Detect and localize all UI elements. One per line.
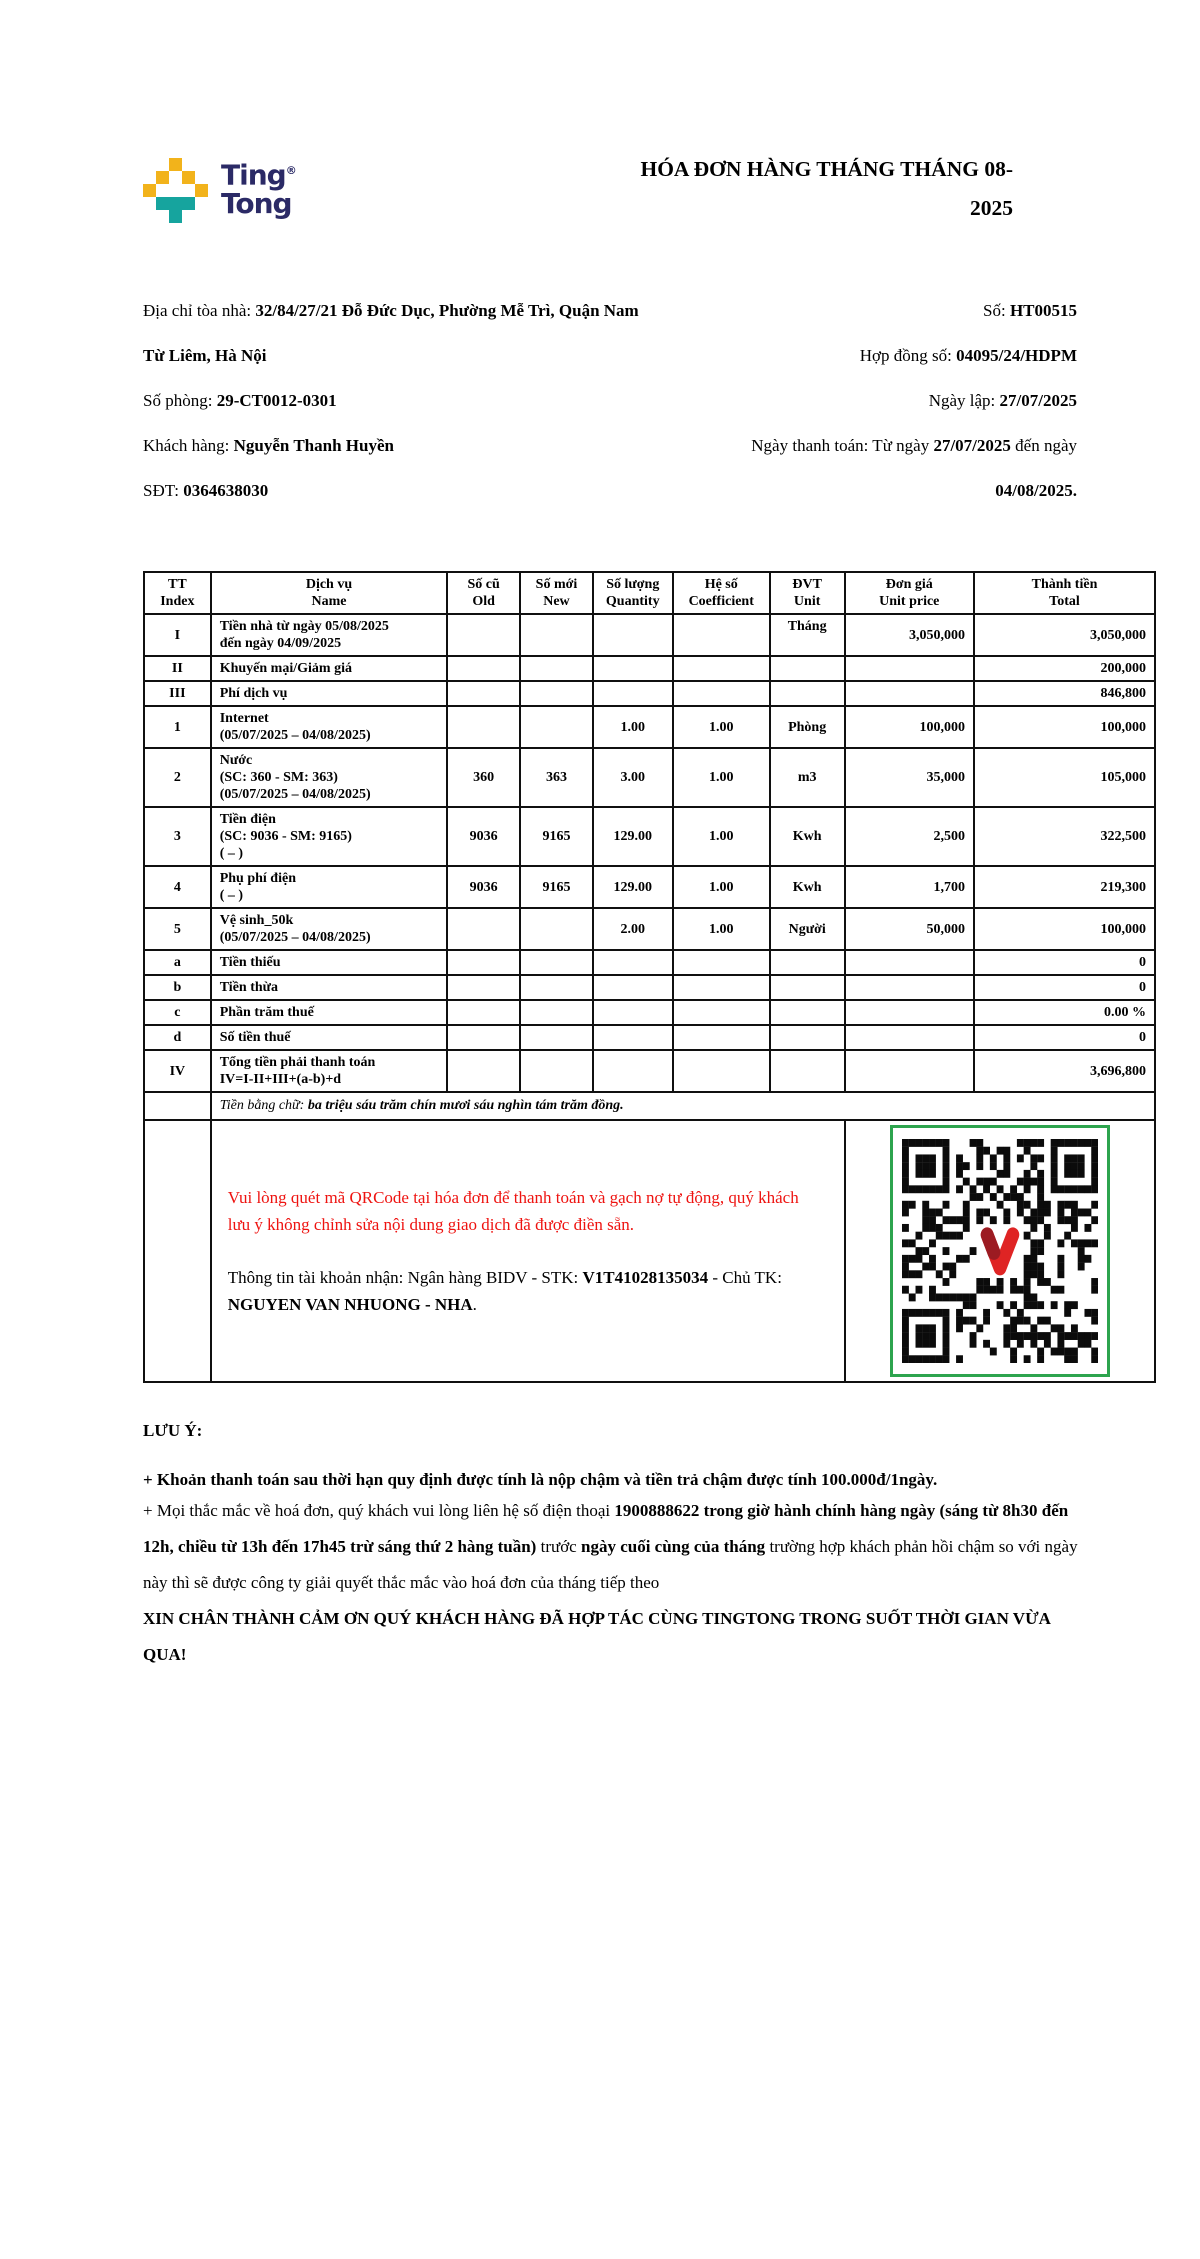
service-name-line: IV=I-II+III+(a-b)+d — [219, 1072, 342, 1087]
cell-idx: 2 — [144, 748, 211, 807]
cell-total: 200,000 — [974, 656, 1155, 681]
info-line — [677, 423, 1077, 513]
cell-price — [845, 975, 974, 1000]
cell-name — [211, 681, 448, 706]
cell-name — [211, 908, 448, 950]
cell-unit — [770, 681, 845, 706]
text-part: đến ngày — [1010, 436, 1077, 455]
service-name-line: (05/07/2025 – 04/08/2025) — [219, 930, 371, 945]
cell-old — [447, 975, 520, 1000]
invoice-title-line2: 2025 — [970, 196, 1013, 220]
column-header-vi: Dịch vụ — [305, 577, 353, 592]
column-header — [974, 572, 1155, 614]
cell-unit: Kwh — [770, 866, 845, 908]
table-row — [144, 866, 1155, 908]
qr-code-frame — [890, 1125, 1110, 1377]
service-name-line: Phí dịch vụ — [219, 686, 288, 701]
cell-new — [520, 614, 593, 656]
cell-idx: 3 — [144, 807, 211, 866]
logo-pixel — [156, 171, 169, 184]
text-part: trường hợp khách phản hồi chậm so với ngày này thì sẽ được công ty giải quyết thắc mắc vào hoá đơn của tháng tiếp theo — [143, 1537, 1078, 1592]
header — [143, 150, 1156, 228]
customer-info — [143, 288, 648, 513]
bold-value: NGUYEN VAN NHUONG - NHA — [227, 1295, 473, 1314]
cell-price — [845, 1050, 974, 1092]
info-line — [143, 423, 648, 468]
cell-price: 2,500 — [845, 807, 974, 866]
cell-price: 50,000 — [845, 908, 974, 950]
cell-qty: 2.00 — [593, 908, 673, 950]
cell-qty: 1.00 — [593, 706, 673, 748]
column-header — [144, 572, 211, 614]
cell-name — [211, 975, 448, 1000]
cell-total: 322,500 — [974, 807, 1155, 866]
invoice-title — [563, 150, 1013, 228]
cell-coeff: 1.00 — [673, 908, 770, 950]
invoice-meta — [677, 288, 1077, 513]
cell-total: 105,000 — [974, 748, 1155, 807]
cell-qty — [593, 656, 673, 681]
info-line — [677, 378, 1077, 423]
column-header — [845, 572, 974, 614]
bold-value: 04095/24/HDPM — [956, 346, 1077, 365]
service-name-line: Nước — [219, 753, 253, 768]
bold-value: Nguyễn Thanh Huyền — [233, 436, 394, 455]
cell-new — [520, 1000, 593, 1025]
cell-old — [447, 908, 520, 950]
cell-total: 0.00 % — [974, 1000, 1155, 1025]
table-row — [144, 1050, 1155, 1092]
column-header-en: Name — [311, 594, 347, 609]
service-name-line: (05/07/2025 – 04/08/2025) — [219, 728, 371, 743]
cell-coeff — [673, 614, 770, 656]
service-name-line: Phụ phí điện — [219, 871, 296, 886]
cell-price: 1,700 — [845, 866, 974, 908]
qr-scan-instruction: Vui lòng quét mã QRCode tại hóa đơn để thanh toán và gạch nợ tự động, quý khách lưu ý không chỉnh sửa nội dung giao dịch đã được điền sẵn. — [227, 1188, 799, 1234]
cell-qty — [593, 950, 673, 975]
notes-heading: LƯU Ý: — [143, 1421, 203, 1440]
cell-new: 9165 — [520, 807, 593, 866]
service-name-line: ( – ) — [219, 846, 244, 861]
cell-qty — [593, 1025, 673, 1050]
cell-old — [447, 1025, 520, 1050]
amount-in-words-row — [144, 1092, 1155, 1120]
column-header-en: Unit price — [879, 594, 940, 609]
cell-coeff — [673, 681, 770, 706]
cell-old — [447, 706, 520, 748]
bold-value: 29-CT0012-0301 — [216, 391, 337, 410]
cell-qty: 129.00 — [593, 866, 673, 908]
service-name-line: Số tiền thuế — [219, 1030, 291, 1045]
cell-name — [211, 866, 448, 908]
service-name-line: Khuyến mại/Giảm giá — [219, 661, 352, 676]
tingtong-logo — [143, 150, 297, 223]
info-line — [143, 468, 648, 513]
cell-price: 35,000 — [845, 748, 974, 807]
cell-unit — [770, 1000, 845, 1025]
bank-account-info — [228, 1264, 818, 1318]
amount-in-words-cell — [211, 1092, 1155, 1120]
cell-qty: 129.00 — [593, 807, 673, 866]
cell-qty — [593, 1050, 673, 1092]
amount-in-words-label: Tiền bằng chữ: — [219, 1098, 308, 1113]
cell-unit: Kwh — [770, 807, 845, 866]
cell-coeff — [673, 1025, 770, 1050]
service-name-line: Internet — [219, 711, 269, 726]
service-name-line: Phần trăm thuế — [219, 1005, 314, 1020]
cell-idx: 5 — [144, 908, 211, 950]
service-name-line: Tiền nhà từ ngày 05/08/2025 — [219, 619, 389, 634]
column-header-vi: Số mới — [535, 577, 578, 592]
column-header-vi: Số cũ — [467, 577, 500, 592]
cell-qty — [593, 681, 673, 706]
cell-coeff — [673, 975, 770, 1000]
cell-new: 363 — [520, 748, 593, 807]
text-part: + Mọi thắc mắc về hoá đơn, quý khách vui lòng liên hệ số điện thoại — [143, 1501, 615, 1520]
cell-total: 219,300 — [974, 866, 1155, 908]
cell-price — [845, 681, 974, 706]
empty-cell — [144, 1120, 211, 1382]
text-part: . — [472, 1295, 477, 1314]
info-line — [677, 288, 1077, 333]
cell-total: 0 — [974, 950, 1155, 975]
cell-idx: 4 — [144, 866, 211, 908]
cell-new — [520, 1050, 593, 1092]
service-name-line: (SC: 360 - SM: 363) — [219, 770, 338, 785]
column-header — [673, 572, 770, 614]
cell-price — [845, 656, 974, 681]
bold-value: V1T41028135034 — [582, 1268, 709, 1287]
bold-value: 32/84/27/21 Đỗ Đức Dục, Phường Mễ Trì, Quận Nam Từ Liêm, Hà Nội — [143, 301, 639, 365]
hotline-note — [143, 1493, 1078, 1601]
cell-old — [447, 1050, 520, 1092]
cell-coeff: 1.00 — [673, 748, 770, 807]
invoice-info — [143, 288, 1156, 513]
cell-new — [520, 950, 593, 975]
logo-pixel — [143, 184, 156, 197]
cell-unit — [770, 656, 845, 681]
logo-word-ting: Ting — [221, 158, 286, 192]
cell-old — [447, 614, 520, 656]
cell-qty — [593, 975, 673, 1000]
cell-coeff — [673, 1050, 770, 1092]
cell-name — [211, 706, 448, 748]
cell-coeff — [673, 1000, 770, 1025]
column-header-vi: Số lượng — [606, 577, 660, 592]
cell-new: 9165 — [520, 866, 593, 908]
cell-qty — [593, 1000, 673, 1025]
cell-idx: II — [144, 656, 211, 681]
cell-new — [520, 656, 593, 681]
column-header-en: Quantity — [605, 594, 660, 609]
bold-value: ngày cuối cùng của tháng — [580, 1537, 766, 1556]
text-part: Hợp đồng số: — [859, 346, 957, 365]
cell-name — [211, 1050, 448, 1092]
amount-in-words-value: ba triệu sáu trăm chín mươi sáu nghìn tám trăm đồng. — [307, 1098, 624, 1113]
table-row — [144, 614, 1155, 656]
cell-total: 846,800 — [974, 681, 1155, 706]
qr-row — [144, 1120, 1155, 1382]
cell-idx: 1 — [144, 706, 211, 748]
table-row — [144, 975, 1155, 1000]
text-part: Thông tin tài khoản nhận: Ngân hàng BIDV - STK: — [227, 1268, 583, 1287]
text-part: Số phòng: — [143, 391, 217, 410]
cell-price: 3,050,000 — [845, 614, 974, 656]
logo-pixel — [195, 184, 208, 197]
cell-unit: Người — [770, 908, 845, 950]
text-part: Ngày thanh toán: Từ ngày — [751, 436, 934, 455]
cell-unit: Phòng — [770, 706, 845, 748]
thank-you-note: XIN CHÂN THÀNH CẢM ƠN QUÝ KHÁCH HÀNG ĐÃ HỢP TÁC CÙNG TINGTONG TRONG SUỐT THỜI GIAN VỪA QUA! — [143, 1609, 1050, 1664]
text-part: Khách hàng: — [143, 436, 234, 455]
column-header-en: Unit — [793, 594, 821, 609]
bold-value: HT00515 — [1009, 301, 1077, 320]
cell-new — [520, 1025, 593, 1050]
invoice-title-line1: HÓA ĐƠN HÀNG THÁNG THÁNG 08- — [640, 157, 1013, 181]
cell-old — [447, 681, 520, 706]
table-row — [144, 748, 1155, 807]
cell-name — [211, 614, 448, 656]
column-header — [593, 572, 673, 614]
logo-pixel — [169, 210, 182, 223]
charges-table — [143, 571, 1156, 1383]
text-part: Địa chỉ tòa nhà: — [143, 301, 256, 320]
bold-value: 04/08/2025. — [995, 481, 1077, 500]
cell-total: 0 — [974, 1025, 1155, 1050]
cell-idx: d — [144, 1025, 211, 1050]
cell-total: 100,000 — [974, 706, 1155, 748]
table-row — [144, 681, 1155, 706]
cell-new — [520, 681, 593, 706]
cell-new — [520, 706, 593, 748]
logo-pixel — [182, 171, 195, 184]
vietqr-v-logo-shadow — [987, 1235, 994, 1253]
cell-unit — [770, 1025, 845, 1050]
charges-table-body — [144, 614, 1155, 1382]
service-name-line: Tổng tiền phải thanh toán — [219, 1055, 376, 1070]
cell-coeff: 1.00 — [673, 706, 770, 748]
table-row — [144, 908, 1155, 950]
logo-wordmark — [221, 156, 297, 223]
text-part: - Chủ TK: — [708, 1268, 782, 1287]
cell-unit — [770, 950, 845, 975]
cell-idx: b — [144, 975, 211, 1000]
column-header — [211, 572, 448, 614]
column-header — [520, 572, 593, 614]
column-header — [770, 572, 845, 614]
cell-idx: IV — [144, 1050, 211, 1092]
tingtong-logo-icon — [143, 158, 208, 223]
cell-name — [211, 748, 448, 807]
logo-pixel — [169, 158, 182, 171]
cell-total: 100,000 — [974, 908, 1155, 950]
charges-table-header — [144, 572, 1155, 614]
cell-new — [520, 975, 593, 1000]
column-header-en: Old — [472, 594, 495, 609]
cell-idx: c — [144, 1000, 211, 1025]
column-header-en: Index — [160, 594, 195, 609]
header-row — [144, 572, 1155, 614]
cell-old — [447, 656, 520, 681]
logo-word-tong: Tong — [221, 187, 292, 221]
bold-value: 27/07/2025 — [933, 436, 1011, 455]
cell-coeff — [673, 656, 770, 681]
service-name-line: Tiền thiếu — [219, 955, 281, 970]
service-name-line: Tiền điện — [219, 812, 276, 827]
footer-notes — [143, 1421, 1156, 1673]
cell-total: 3,050,000 — [974, 614, 1155, 656]
text-part: Ngày lập: — [928, 391, 1000, 410]
service-name-line: (05/07/2025 – 04/08/2025) — [219, 787, 371, 802]
cell-price — [845, 950, 974, 975]
table-row — [144, 1000, 1155, 1025]
column-header-vi: Hệ số — [704, 577, 738, 592]
info-line — [143, 378, 648, 423]
table-row — [144, 950, 1155, 975]
service-name-line: ( – ) — [219, 888, 244, 903]
cell-old: 9036 — [447, 807, 520, 866]
column-header-en: Total — [1049, 594, 1080, 609]
cell-name — [211, 807, 448, 866]
info-line — [143, 288, 648, 378]
service-name-line: (SC: 9036 - SM: 9165) — [219, 829, 352, 844]
service-name-line: Tiền thừa — [219, 980, 279, 995]
cell-name — [211, 1025, 448, 1050]
cell-price — [845, 1000, 974, 1025]
text-part: Số: — [983, 301, 1010, 320]
bold-value: 27/07/2025 — [999, 391, 1077, 410]
column-header-vi: ĐVT — [792, 577, 822, 592]
cell-new — [520, 908, 593, 950]
empty-cell — [144, 1092, 211, 1120]
cell-name — [211, 1000, 448, 1025]
cell-qty — [593, 614, 673, 656]
cell-price — [845, 1025, 974, 1050]
cell-unit: Tháng — [770, 614, 845, 656]
cell-unit: m3 — [770, 748, 845, 807]
column-header — [447, 572, 520, 614]
table-row — [144, 656, 1155, 681]
table-row — [144, 1025, 1155, 1050]
text-part: trước — [536, 1537, 581, 1556]
table-row — [144, 706, 1155, 748]
table-row — [144, 807, 1155, 866]
registered-mark: ® — [285, 164, 297, 177]
bold-value: 0364638030 — [183, 481, 269, 500]
cell-name — [211, 950, 448, 975]
cell-coeff — [673, 950, 770, 975]
column-header-vi: Thành tiền — [1031, 577, 1098, 592]
service-name-line: Vệ sinh_50k — [219, 913, 294, 928]
column-header-en: New — [543, 594, 570, 609]
cell-old: 9036 — [447, 866, 520, 908]
cell-old — [447, 950, 520, 975]
cell-total: 3,696,800 — [974, 1050, 1155, 1092]
cell-qty: 3.00 — [593, 748, 673, 807]
qr-code-cell — [845, 1120, 1155, 1382]
cell-total: 0 — [974, 975, 1155, 1000]
payment-instructions-cell — [211, 1120, 845, 1382]
cell-price: 100,000 — [845, 706, 974, 748]
cell-idx: a — [144, 950, 211, 975]
cell-name — [211, 656, 448, 681]
cell-unit — [770, 1050, 845, 1092]
service-name-line: đến ngày 04/09/2025 — [219, 636, 342, 651]
cell-idx: III — [144, 681, 211, 706]
column-header-vi: Đơn giá — [885, 577, 933, 592]
vietqr-payment-code — [902, 1139, 1098, 1363]
cell-old: 360 — [447, 748, 520, 807]
column-header-en: Coefficient — [688, 594, 754, 609]
cell-coeff: 1.00 — [673, 807, 770, 866]
bold-value: 1900888622 trong giờ hành chính hàng ngày (sáng từ 8h30 đến 12h, chiều từ 13h đến 17h45 trừ sáng thứ 2 hàng tuần) — [143, 1501, 1069, 1556]
logo-pixel — [156, 197, 195, 210]
column-header-vi: TT — [168, 577, 187, 592]
cell-old — [447, 1000, 520, 1025]
text-part: SĐT: — [143, 481, 184, 500]
cell-unit — [770, 975, 845, 1000]
cell-idx: I — [144, 614, 211, 656]
cell-coeff: 1.00 — [673, 866, 770, 908]
info-line — [677, 333, 1077, 378]
late-payment-note: + Khoản thanh toán sau thời hạn quy định được tính là nộp chậm và tiền trả chậm được tính 100.000đ/1ngày. — [143, 1470, 938, 1489]
